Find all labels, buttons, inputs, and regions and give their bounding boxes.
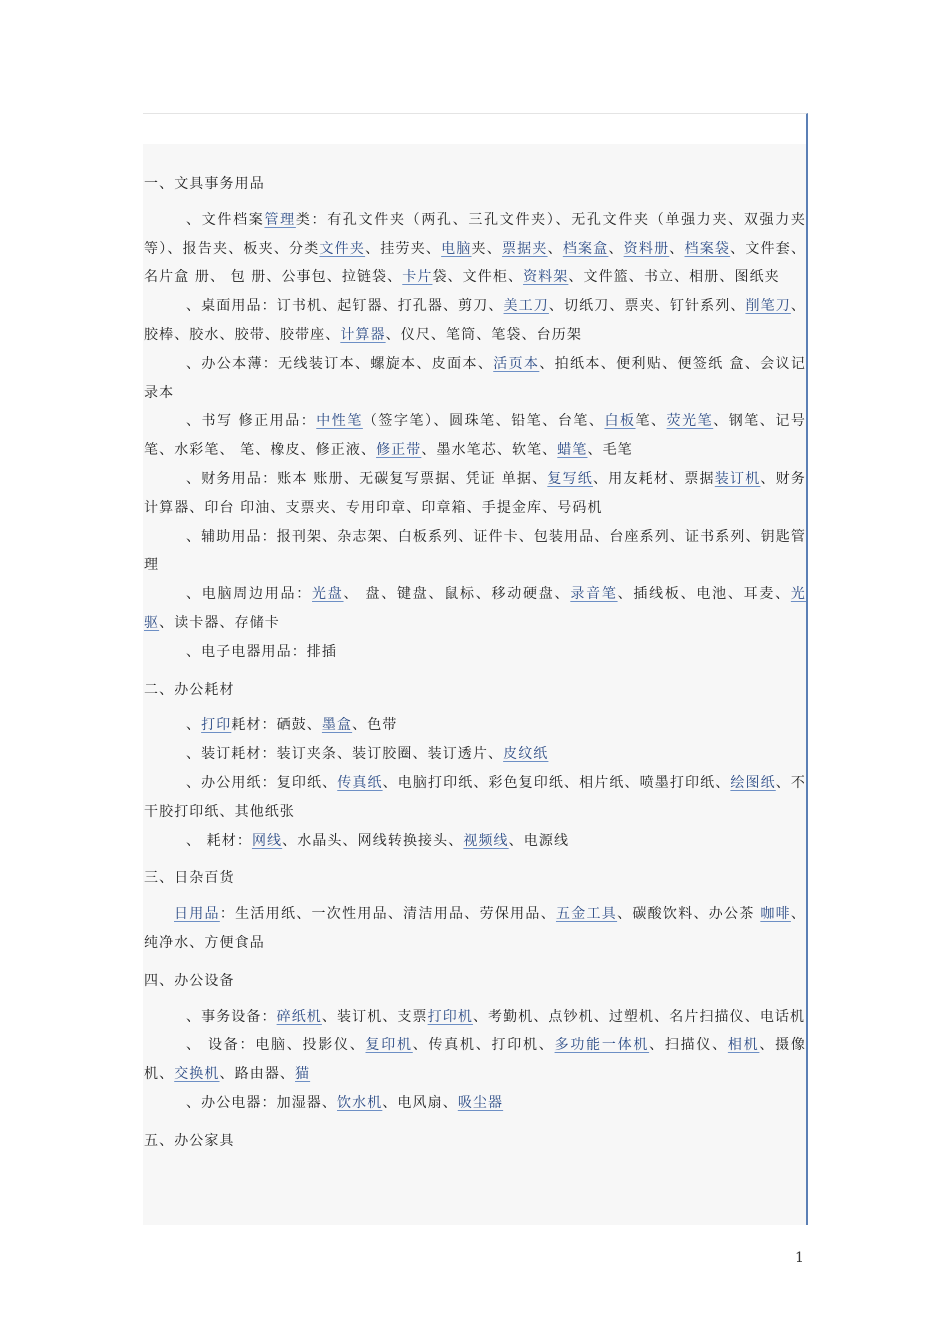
text-run: 夹、 [471, 240, 502, 257]
hyperlink[interactable]: 相机 [727, 1037, 760, 1054]
section-heading: 三、日杂百货 [144, 870, 235, 887]
paragraph [144, 769, 806, 827]
hyperlink[interactable]: 资料架 [523, 269, 569, 286]
section [144, 967, 806, 1118]
hyperlink[interactable]: 电脑 [441, 240, 472, 257]
hyperlink[interactable]: 资料册 [623, 240, 670, 257]
hyperlink[interactable]: 传真纸 [337, 774, 383, 791]
paragraph [144, 523, 806, 581]
text-run: 笔、 [635, 413, 667, 430]
paragraph [144, 292, 806, 350]
text-run: 、水晶头、网线转换接头、 [282, 832, 464, 849]
text-run: 、不干胶打印纸、其他纸张 [144, 774, 806, 820]
hyperlink[interactable]: 复印机 [365, 1037, 413, 1054]
section [144, 864, 806, 957]
text-run: 类：有孔文件夹（两孔、三孔文件夹）、无孔文件夹（单强力夹、双强力夹等）、报告夹、板夹、分类 [144, 211, 807, 257]
hyperlink[interactable]: 档案袋 [684, 240, 731, 257]
hyperlink[interactable]: 白板 [604, 413, 636, 430]
hyperlink[interactable]: 皮纹纸 [503, 746, 549, 763]
text-run: 、办公用纸：复印纸、 [186, 774, 338, 791]
hyperlink[interactable]: 多功能一体机 [554, 1037, 650, 1054]
section-heading: 一、文具事务用品 [144, 176, 265, 192]
paragraph [144, 900, 806, 958]
text-run: 、电源线 [508, 832, 570, 849]
text-run: 、胶棒、胶水、胶带、胶带座、 [144, 298, 806, 343]
text-run: 、文件套、名片盒 册、 包 册、公事包、拉链袋、 [144, 240, 807, 286]
hyperlink[interactable]: 咖啡 [760, 906, 791, 923]
hyperlink[interactable]: 猫 [295, 1066, 311, 1083]
text-run: 、 [547, 240, 563, 257]
text-run: 、辅助用品：报刊架、杂志架、白板系列、证件卡、包装用品、台座系列、证书系列、钥匙管理 [144, 528, 806, 574]
hyperlink[interactable]: 光驱 [144, 586, 806, 631]
hyperlink[interactable]: 吸尘器 [457, 1094, 504, 1111]
hyperlink[interactable]: 修正带 [376, 442, 422, 459]
section [144, 676, 806, 856]
paragraph [144, 1003, 806, 1032]
hyperlink[interactable]: 文件夹 [319, 240, 366, 257]
text-run: 、 [608, 240, 624, 257]
text-run: 耗材：硒鼓、 [231, 717, 322, 734]
text-run: 、切纸刀、票夹、钉针系列、 [548, 298, 746, 315]
section [144, 1127, 806, 1156]
hyperlink[interactable]: 档案盒 [562, 240, 609, 257]
text-run: 、书写 修正用品： [186, 413, 317, 430]
text-run: 、办公本薄：无线装订本、螺旋本、皮面本、 [186, 355, 494, 372]
paragraph [144, 407, 806, 465]
hyperlink[interactable]: 墨盒 [321, 717, 353, 734]
text-run: 、 设备：电脑、投影仪、 [186, 1037, 366, 1054]
text-run: 、财务计算器、印台 印油、支票夹、专用印章、印章箱、手提金库、号码机 [144, 470, 806, 516]
paragraph [144, 1031, 806, 1089]
document-body [144, 170, 806, 1165]
hyperlink[interactable]: 卡片 [402, 269, 433, 286]
hyperlink[interactable]: 日用品 [174, 906, 220, 923]
hyperlink[interactable]: 绘图纸 [730, 774, 776, 791]
text-run: 、装订耗材：装订夹条、装订胶圈、装订透片、 [186, 746, 504, 763]
text-run: 、读卡器、存储卡 [159, 614, 280, 631]
text-run: 、仪尺、笔筒、笔袋、台历架 [385, 326, 582, 343]
text-run: 袋、文件柜、 [432, 269, 524, 286]
hyperlink[interactable]: 网线 [251, 832, 283, 849]
text-run: 、文件篮、书立、相册、图纸夹 [568, 269, 780, 286]
text-run: 、插线板、电池、耳麦、 [617, 586, 791, 603]
text-run: 、拍纸本、便利贴、便签纸 盒、会议记录本 [144, 355, 806, 401]
paragraph [144, 580, 806, 638]
hyperlink[interactable]: 美工刀 [503, 298, 549, 315]
section [144, 170, 806, 667]
text-run: 、事务设备： [186, 1008, 277, 1025]
hyperlink[interactable]: 票据夹 [501, 240, 548, 257]
text-run: 、色带 [352, 717, 398, 734]
section-heading: 五、办公家具 [144, 1132, 235, 1149]
text-run: 、碳酸饮料、办公茶 [617, 906, 761, 923]
text-run: 、电脑打印纸、彩色复印纸、相片纸、喷墨打印纸、 [382, 774, 731, 791]
text-run: 、装订机、支票 [321, 1008, 428, 1025]
text-run: ：生活用纸、一次性用品、清洁用品、劳保用品、 [219, 906, 556, 923]
paragraph [144, 350, 806, 408]
page-number: 1 [795, 1250, 804, 1266]
paragraph [144, 206, 806, 292]
hyperlink[interactable]: 蜡笔 [557, 442, 588, 459]
text-run: 、墨水笔芯、软笔、 [421, 442, 558, 459]
hyperlink[interactable]: 打印机 [427, 1008, 473, 1025]
text-run: 、毛笔 [587, 442, 633, 459]
hyperlink[interactable]: 中性笔 [316, 413, 363, 430]
text-run: 、财务用品：账本 账册、无碳复写票据、凭证 单据、 [186, 470, 548, 487]
text-run: 、挂劳夹、 [365, 240, 442, 257]
text-run: 、用友耗材、票据 [593, 470, 715, 487]
hyperlink[interactable]: 打印 [201, 717, 232, 734]
text-run: 、文件档案 [186, 211, 265, 228]
text-run: 、电风扇、 [382, 1094, 458, 1111]
hyperlink[interactable]: 交换机 [174, 1066, 220, 1083]
hyperlink[interactable]: 录音笔 [570, 586, 618, 603]
hyperlink[interactable]: 活页本 [493, 355, 540, 372]
text-run: 、扫描仪、 [649, 1037, 728, 1054]
text-run: 、摄像机、 [144, 1037, 806, 1083]
text-run: 、电子电器用品：排插 [186, 643, 337, 660]
paragraph [144, 827, 806, 856]
text-run: 、钢笔、记号笔、水彩笔、 笔、橡皮、修正液、 [144, 413, 806, 459]
paragraph [144, 740, 806, 769]
hyperlink[interactable]: 碎纸机 [276, 1008, 322, 1025]
text-run: 、 [186, 717, 202, 734]
paragraph [144, 711, 806, 740]
hyperlink[interactable]: 复写纸 [547, 470, 594, 487]
paragraph [144, 465, 806, 523]
text-run: 、桌面用品：订书机、起钉器、打孔器、剪刀、 [186, 298, 504, 315]
text-run: 、传真机、打印机、 [412, 1037, 555, 1054]
paragraph [144, 1089, 806, 1118]
hyperlink[interactable]: 削笔刀 [745, 298, 791, 315]
text-run: 、 耗材： [186, 832, 252, 849]
hyperlink[interactable]: 荧光笔 [666, 413, 714, 430]
text-run: 、 盘、键盘、鼠标、移动硬盘、 [343, 586, 571, 603]
text-run: 、 [669, 240, 685, 257]
text-run: 、路由器、 [219, 1066, 296, 1083]
text-run: 、办公电器：加湿器、 [186, 1094, 337, 1111]
text-run: 、电脑周边用品： [186, 586, 313, 603]
hyperlink[interactable]: 计算器 [340, 326, 386, 343]
hyperlink[interactable]: 光盘 [312, 586, 344, 603]
hyperlink[interactable]: 五金工具 [555, 906, 618, 923]
text-run: 、纯净水、方便食品 [144, 906, 806, 951]
section-heading: 四、办公设备 [144, 972, 235, 989]
hyperlink[interactable]: 饮水机 [337, 1094, 383, 1111]
text-run: （签字笔）、圆珠笔、铅笔、台笔、 [362, 413, 605, 430]
section-heading: 二、办公耗材 [144, 681, 235, 698]
hyperlink[interactable]: 管理 [264, 211, 296, 228]
paragraph [144, 638, 806, 667]
hyperlink[interactable]: 视频线 [463, 832, 509, 849]
text-run: 、考勤机、点钞机、过塑机、名片扫描仪、电话机 [472, 1008, 806, 1025]
hyperlink[interactable]: 装订机 [714, 470, 761, 487]
